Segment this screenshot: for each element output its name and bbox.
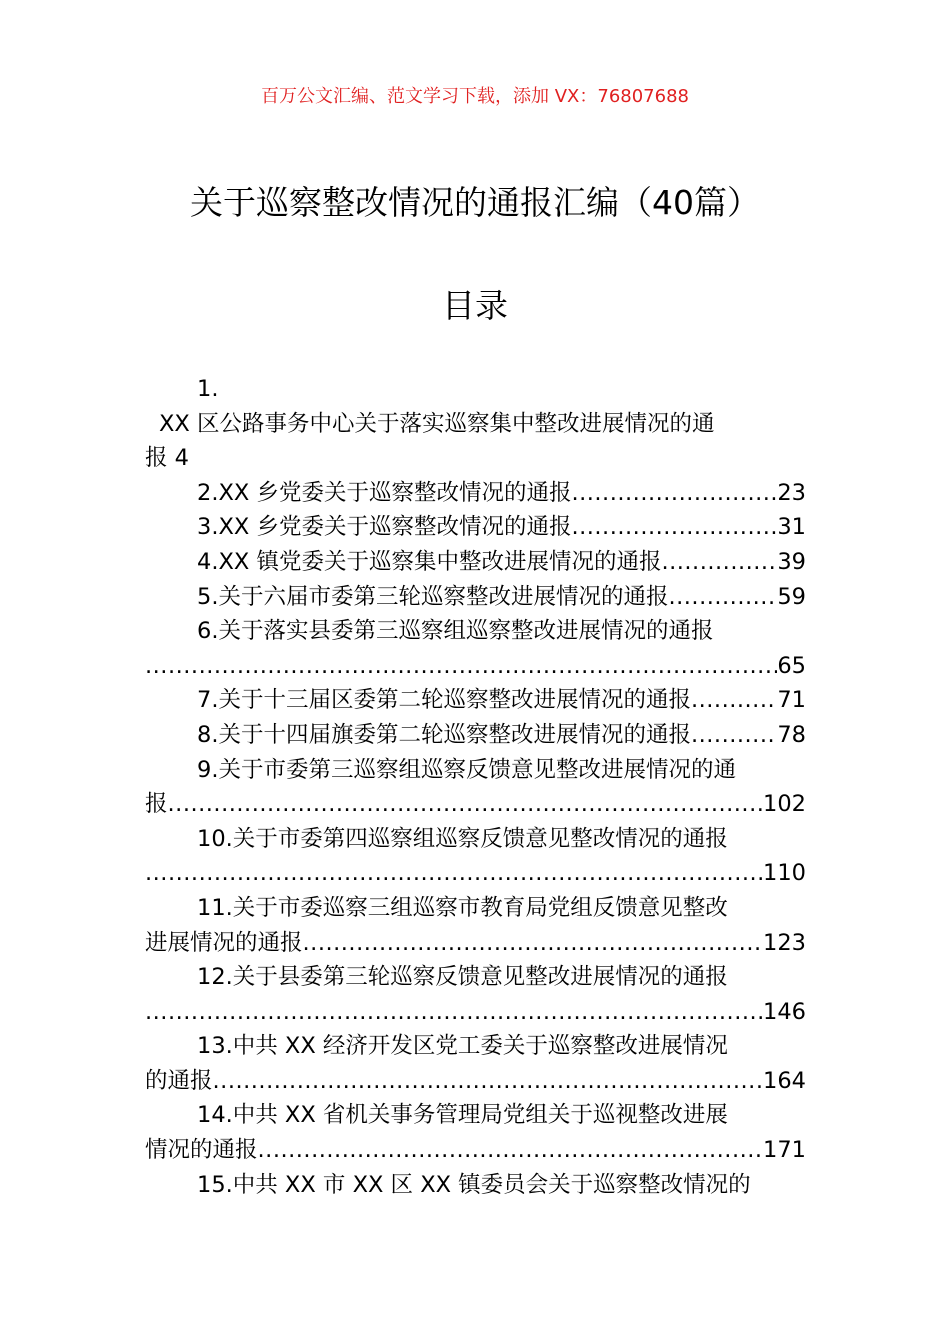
toc-dot-leader [168, 787, 764, 822]
toc-entry-title: 3.XX 乡党委关于巡察整改情况的通报 [197, 514, 572, 541]
toc-entry-8[interactable] [145, 718, 806, 753]
toc-entry-10-line-2[interactable] [145, 856, 806, 891]
toc-entry-4[interactable] [145, 545, 806, 580]
toc-dot-leader [145, 856, 763, 891]
toc-entry-11-line-1[interactable] [145, 891, 806, 926]
toc-entry-title: 7.关于十三届区委第二轮巡察整改进展情况的通报 [197, 687, 691, 714]
toc-entry-number: 1. [197, 376, 219, 402]
toc-entry-title-end: 情况的通报 [145, 1137, 258, 1164]
toc-entry-12-line-2[interactable] [145, 995, 806, 1030]
toc-page-number: 65 [777, 652, 806, 679]
toc-entry-3[interactable] [145, 510, 806, 545]
toc-dot-leader [213, 1064, 764, 1099]
toc-entry-title-end: 的通报 [145, 1067, 213, 1094]
toc-dot-leader [691, 718, 777, 753]
toc-entry-title-end: 进展情况的通报 [145, 929, 303, 956]
toc-entry-title-end-and-page: 报 4 [145, 445, 189, 472]
toc-entry-10-line-1[interactable] [145, 822, 806, 857]
toc-entry-title: 9.关于市委第三巡察组巡察反馈意见整改进展情况的通 [197, 756, 736, 783]
toc-page-number: 59 [777, 583, 806, 610]
toc-page-number: 110 [763, 860, 806, 887]
watermark-header-note: 百万公文汇编、范文学习下载，添加 VX：76807688 [261, 86, 689, 107]
document-title: 关于巡察整改情况的通报汇编（40篇） [190, 183, 760, 222]
toc-entry-title: 13.中共 XX 经济开发区党工委关于巡察整改进展情况 [197, 1033, 728, 1060]
toc-dot-leader [571, 476, 777, 511]
toc-entry-title: 14.中共 XX 省机关事务管理局党组关于巡视整改进展 [197, 1102, 728, 1129]
toc-heading: 目录 [442, 286, 508, 325]
toc-dot-leader [303, 926, 764, 961]
toc-dot-leader [691, 683, 777, 718]
toc-entry-13-line-1[interactable] [145, 1029, 806, 1064]
toc-dot-leader [668, 580, 777, 615]
toc-entry-2[interactable] [145, 476, 806, 511]
toc-entry-title: 4.XX 镇党委关于巡察集中整改进展情况的通报 [197, 548, 662, 575]
toc-dot-leader [145, 649, 777, 684]
toc-entry-1-line-2[interactable] [145, 407, 806, 442]
toc-entry-title: 12.关于县委第三轮巡察反馈意见整改进展情况的通报 [197, 964, 728, 991]
table-of-contents [145, 372, 806, 1202]
toc-page-number: 146 [763, 998, 806, 1025]
toc-entry-title: 11.关于市委巡察三组巡察市教育局党组反馈意见整改 [197, 894, 728, 921]
toc-page-number: 123 [763, 929, 806, 956]
toc-page-number: 78 [777, 721, 806, 748]
toc-page-number: 102 [763, 791, 806, 818]
toc-entry-9-line-2[interactable] [145, 787, 806, 822]
toc-entry-9-line-1[interactable] [145, 753, 806, 788]
toc-dot-leader [145, 995, 763, 1030]
toc-page-number: 164 [763, 1067, 806, 1094]
toc-entry-title: XX 区公路事务中心关于落实巡察集中整改进展情况的通 [159, 410, 715, 437]
toc-page-number: 39 [777, 548, 806, 575]
toc-entry-5[interactable] [145, 580, 806, 615]
toc-entry-title: 10.关于市委第四巡察组巡察反馈意见整改情况的通报 [197, 825, 728, 852]
toc-entry-title: 15.中共 XX 市 XX 区 XX 镇委员会关于巡察整改情况的 [197, 1171, 751, 1198]
toc-dot-leader [661, 545, 777, 580]
toc-entry-15-line-1[interactable] [145, 1168, 806, 1203]
toc-entry-11-line-2[interactable] [145, 926, 806, 961]
toc-entry-12-line-1[interactable] [145, 960, 806, 995]
toc-entry-6-line-1[interactable] [145, 614, 806, 649]
toc-page-number: 71 [777, 687, 806, 714]
toc-entry-13-line-2[interactable] [145, 1064, 806, 1099]
toc-entry-title: 2.XX 乡党委关于巡察整改情况的通报 [197, 479, 572, 506]
toc-page-number: 31 [777, 514, 806, 541]
toc-entry-1-line-1[interactable] [145, 372, 806, 407]
toc-entry-7[interactable] [145, 683, 806, 718]
toc-entry-title: 8.关于十四届旗委第二轮巡察整改进展情况的通报 [197, 721, 691, 748]
toc-entry-title-end: 报 [145, 791, 168, 818]
toc-entry-title: 6.关于落实县委第三巡察组巡察整改进展情况的通报 [197, 618, 714, 645]
toc-page-number: 23 [777, 479, 806, 506]
toc-dot-leader [258, 1133, 764, 1168]
toc-entry-14-line-2[interactable] [145, 1133, 806, 1168]
toc-entry-title: 5.关于六届市委第三轮巡察整改进展情况的通报 [197, 583, 669, 610]
toc-dot-leader [571, 510, 777, 545]
toc-entry-14-line-1[interactable] [145, 1098, 806, 1133]
toc-entry-1-line-3[interactable] [145, 441, 806, 476]
toc-page-number: 171 [763, 1137, 806, 1164]
toc-entry-6-line-2[interactable] [145, 649, 806, 684]
